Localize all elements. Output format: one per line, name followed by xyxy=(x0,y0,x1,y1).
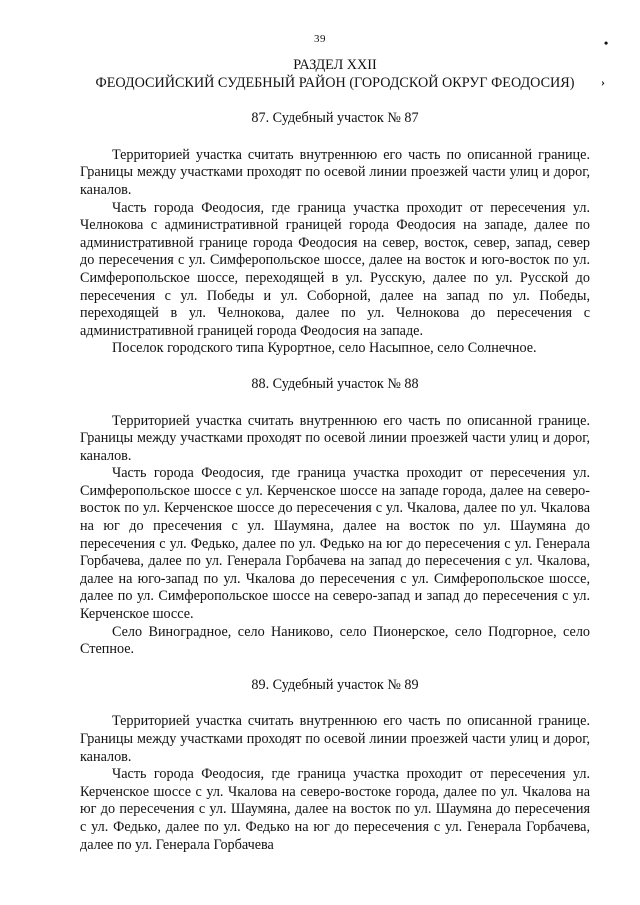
district-heading: 88. Судебный участок № 88 xyxy=(251,375,419,392)
paragraph: Территорией участка считать внутреннюю его часть по описанной границе. Границы между участками проходят по осевой линии проезжей части улиц и дорог, каналов. xyxy=(80,146,590,198)
margin-arrow-mark: › xyxy=(601,75,605,89)
paragraph: Часть города Феодосия, где граница участка проходит от пересечения ул. Челнокова с административной границей города Феодосия на западе, далее по административной границе города Феодосия на север, восток, север, запад, север до пересечения с ул. Симферопольское шоссе, далее на восток и юго-восток по ул. Симферопольское шоссе, переходящей в ул. Русскую, далее по ул. Русской до пересечения с ул. Победы и ул. Соборной, далее на запад по ул. Победы, переходящей в ул. Челнокова, далее по ул. Челнокова до пересечения с административной границей города Феодосия на западе. xyxy=(80,199,590,339)
paragraph: Часть города Феодосия, где граница участка проходит от пересечения ул. Керченское шоссе с ул. Чкалова на северо-востоке города, далее по ул. Чкалова на юг до пересечения с ул. Шаумяна, далее на восток по ул. Шаумяна до пересечения с ул. Федько, далее по ул. Федько на юг до пересечения с ул. Генерала Горбачева, далее по ул. Генерала Горбачева xyxy=(80,766,590,853)
paragraph: Территорией участка считать внутреннюю его часть по описанной границе. Границы между участками проходят по осевой линии проезжей части улиц и дорог, каналов. xyxy=(80,713,590,765)
district-heading: 87. Судебный участок № 87 xyxy=(251,110,419,127)
document-body xyxy=(80,57,590,854)
region-title: ФЕОДОСИЙСКИЙ СУДЕБНЫЙ РАЙОН (ГОРОДСКОЙ ОКРУГ ФЕОДОСИЯ) xyxy=(95,74,575,91)
district-89 xyxy=(80,677,590,854)
district-heading: 89. Судебный участок № 89 xyxy=(251,676,419,693)
district-87 xyxy=(80,110,590,358)
paragraph: Территорией участка считать внутреннюю его часть по описанной границе. Границы между участками проходят по осевой линии проезжей части улиц и дорог, каналов. xyxy=(80,412,590,464)
section-title: РАЗДЕЛ XXII xyxy=(293,57,377,73)
paragraph: Село Виноградное, село Наниково, село Пионерское, село Подгорное, село Степное. xyxy=(80,623,590,658)
paragraph: Поселок городского типа Курортное, село Насыпное, село Солнечное. xyxy=(112,340,537,357)
paragraph: Часть города Феодосия, где граница участка проходит от пересечения ул. Симферопольское шоссе с ул. Керченское шоссе на западе города, далее на северо-восток по ул. Керченское шоссе до пересечения с ул. Чкалова, далее по ул. Чкалова на юг до пресечения с ул. Шаумяна, далее на восток по ул. Шаумяна до пересечения с ул. Федько, далее по ул. Федько на юг до пересечения с ул. Генерала Горбачева, далее по ул. Генерала Горбачева на запад до пересечения с ул. Чкалова, далее на юго-запад по ул. Чкалова до пересечения с ул. Симферопольское шоссе, далее по ул. Симферопольское шоссе на северо-запад и запад до пересечения с ул. Керченское шоссе. xyxy=(80,465,590,623)
district-88 xyxy=(80,376,590,659)
margin-dot-mark: • xyxy=(604,36,609,50)
page-number: 39 xyxy=(314,33,326,45)
